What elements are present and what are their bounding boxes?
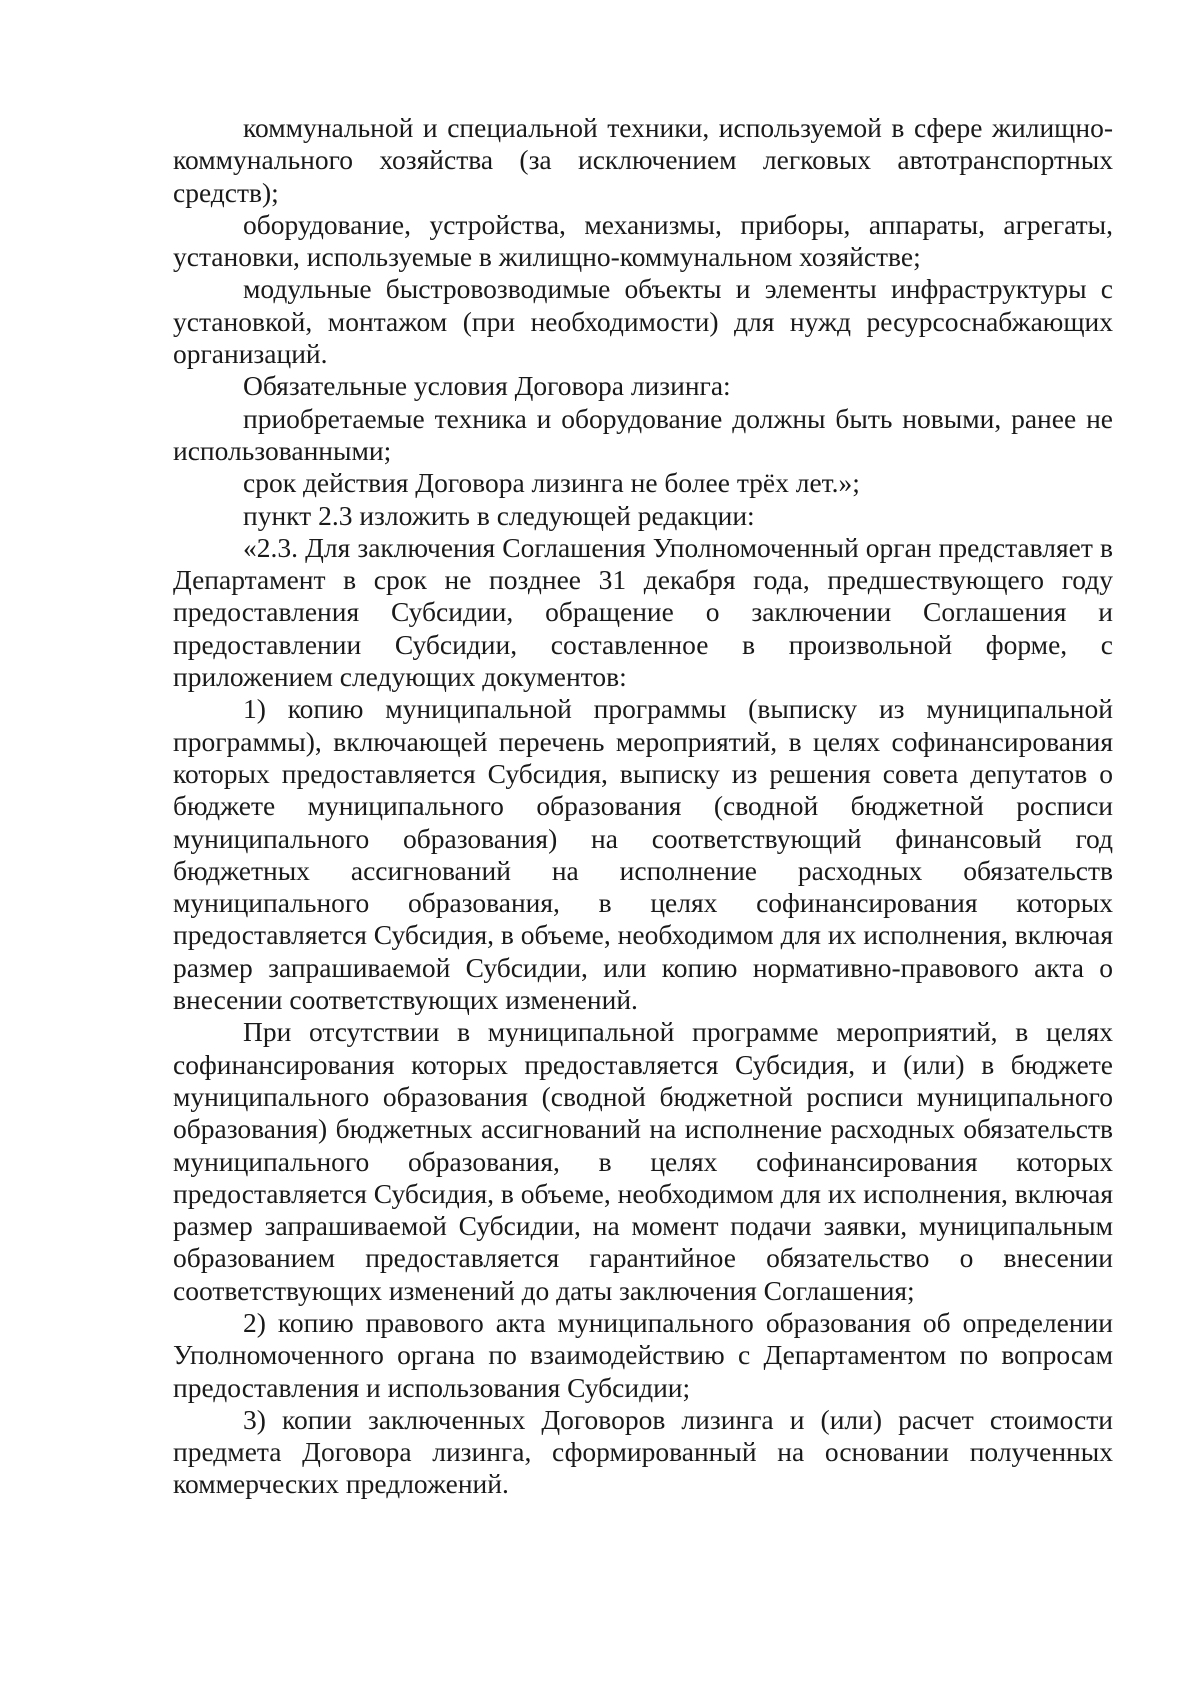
paragraph-amend-2-3: пункт 2.3 изложить в следующей редакции: — [243, 499, 755, 531]
paragraph-condition-new: приобретаемые техника и оборудование должны быть новыми, ранее не использованными; — [173, 402, 1113, 466]
paragraph-item-1-absence: При отсутствии в муниципальной программе мероприятий, в целях софинансирования которых предоставляется Субсидия, и (или) в бюджете муниципального образования (сводной бюджетной росписи муниципального образования) бюджетных ассигнований на исполнение расходных обязательств муниципального образования, в целях софинансирования которых предоставляется Субсидия, в объеме, необходимом для их исполнения, включая размер запрашиваемой Субсидии, на момент подачи заявки, муниципальным образованием предоставляется гарантийное обязательство о внесении соответствующих изменений до даты заключения Соглашения; — [173, 1016, 1113, 1306]
paragraph-condition-term: срок действия Договора лизинга не более трёх лет.»; — [243, 467, 860, 499]
paragraph-item-2: 2) копию правового акта муниципального образования об определении Уполномоченного органа по взаимодействию с Департаментом по вопросам предоставления и использования Субсидии; — [173, 1306, 1113, 1403]
paragraph-modular-objects: модульные быстровозводимые объекты и элементы инфраструктуры с установкой, монтажом (при необходимости) для нужд ресурсоснабжающих организаций. — [173, 273, 1113, 370]
paragraph-item-1: 1) копию муниципальной программы (выписку из муниципальной программы), включающей перечень мероприятий, в целях софинансирования которых предоставляется Субсидия, выписку из решения совета депутатов о бюджете муниципального образования (сводной бюджетной росписи муниципального образования) на соответствующий финансовый год бюджетных ассигнований на исполнение расходных обязательств муниципального образования, в целях софинансирования которых предоставляется Субсидия, в объеме, необходимом для их исполнения, включая размер запрашиваемой Субсидии, или копию нормативно-правового акта о внесении соответствующих изменений. — [173, 693, 1113, 1016]
paragraph-vehicles: коммунальной и специальной техники, используемой в сфере жилищно-коммунального хозяйства (за исключением легковых автотранспортных средств); — [173, 112, 1113, 208]
paragraph-clause-2-3: «2.3. Для заключения Соглашения Уполномоченный орган представляет в Департамент в срок не позднее 31 декабря года, предшествующего году предоставления Субсидии, обращение о заключении Соглашения и предоставлении Субсидии, составленное в произвольной форме, с приложением следующих документов: — [173, 531, 1113, 693]
paragraph-item-3: 3) копии заключенных Договоров лизинга и (или) расчет стоимости предмета Договора лизинга, сформированный на основании полученных коммерческих предложений. — [173, 1403, 1113, 1500]
document-page — [173, 112, 1113, 1501]
paragraph-equipment: оборудование, устройства, механизмы, приборы, аппараты, агрегаты, установки, используемые в жилищно-коммунальном хозяйстве; — [173, 208, 1113, 273]
paragraph-lease-conditions-heading: Обязательные условия Договора лизинга: — [243, 370, 731, 402]
